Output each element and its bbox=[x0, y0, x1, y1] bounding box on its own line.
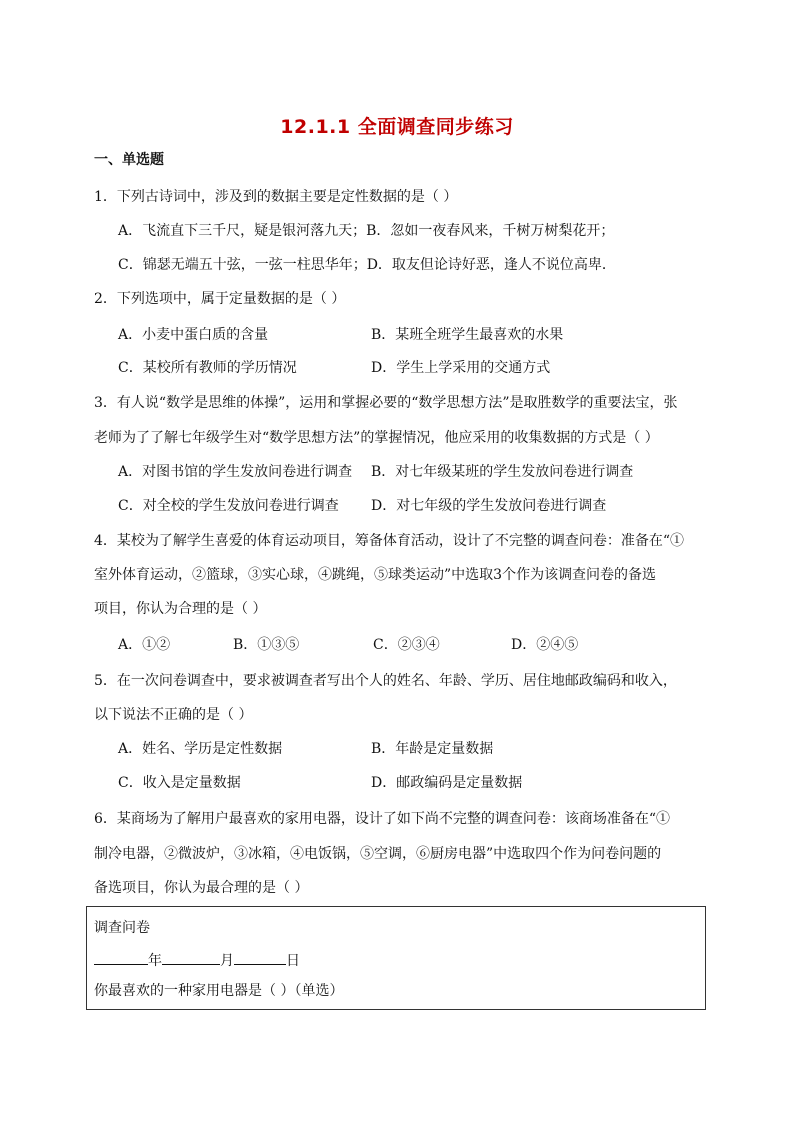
question-3-option-c: C．对全校的学生发放问卷进行调查 bbox=[118, 498, 339, 514]
survey-question: 你最喜欢的一种家用电器是（ ）（单选） bbox=[94, 983, 344, 999]
question-3-stem-line1: 3．有人说“数学是思维的体操”，运用和掌握必要的“数学思想方法”是取胜数学的重要法宝，张 bbox=[94, 395, 678, 411]
day-label: 日 bbox=[286, 953, 300, 969]
question-2-option-c: C．某校所有教师的学历情况 bbox=[118, 360, 297, 376]
question-4-option-a: A．①② bbox=[118, 637, 171, 653]
question-6-stem-line2: 制冷电器，②微波炉，③冰箱，④电饭锅，⑤空调，⑥厨房电器”中选取四个作为问卷问题的 bbox=[94, 846, 662, 862]
question-1-stem: 1．下列古诗词中，涉及到的数据主要是定性数据的是（ ） bbox=[94, 189, 458, 205]
question-6-stem-line1: 6．某商场为了解用户最喜欢的家用电器，设计了如下尚不完整的调查问卷：该商场准备在“① bbox=[94, 811, 671, 827]
question-3-stem-line2: 老师为了了解七年级学生对“数学思想方法”的掌握情况，他应采用的收集数据的方式是（ ） bbox=[94, 430, 659, 446]
question-1-options-cd: C．锦瑟无端五十弦，一弦一柱思华年；D．取友但论诗好恶，逢人不说位高卑． bbox=[118, 257, 616, 273]
question-5-option-a: A．姓名、学历是定性数据 bbox=[118, 741, 283, 757]
question-5-option-d: D．邮政编码是定量数据 bbox=[371, 775, 523, 791]
question-4-stem-line2: 室外体育运动，②篮球，③实心球，④跳绳，⑤球类运动”中选取3个作为该调查问卷的备选 bbox=[94, 567, 657, 583]
question-3-option-a: A．对图书馆的学生发放问卷进行调查 bbox=[118, 464, 353, 480]
question-1-options-ab: A．飞流直下三千尺，疑是银河落九天；B．忽如一夜春风来，千树万树梨花开； bbox=[118, 223, 615, 239]
question-4-stem-line3: 项目，你认为合理的是（ ） bbox=[94, 601, 267, 617]
year-blank[interactable] bbox=[94, 950, 148, 965]
question-2-option-d: D．学生上学采用的交通方式 bbox=[371, 360, 551, 376]
question-4-option-d: D．②④⑤ bbox=[511, 637, 579, 653]
question-4-option-b: B．①③⑤ bbox=[233, 637, 300, 653]
section-heading: 一、单选题 bbox=[94, 152, 164, 168]
question-5-option-c: C．收入是定量数据 bbox=[118, 775, 241, 791]
question-5-stem-line1: 5．在一次问卷调查中，要求被调查者写出个人的姓名、年龄、学历、居住地邮政编码和收入， bbox=[94, 673, 677, 689]
question-6-stem-line3: 备选项目，你认为最合理的是（ ） bbox=[94, 880, 309, 896]
question-3-option-d: D．对七年级的学生发放问卷进行调查 bbox=[371, 498, 607, 514]
day-blank[interactable] bbox=[234, 950, 286, 965]
question-2-option-a: A．小麦中蛋白质的含量 bbox=[118, 327, 269, 343]
question-4-option-c: C．②③④ bbox=[373, 637, 440, 653]
page-title: 12.1.1 全面调查同步练习 bbox=[280, 116, 514, 138]
question-3-option-b: B．对七年级某班的学生发放问卷进行调查 bbox=[371, 464, 634, 480]
survey-date-row bbox=[94, 950, 300, 970]
month-label: 月 bbox=[220, 953, 234, 969]
month-blank[interactable] bbox=[162, 950, 220, 965]
question-5-option-b: B．年龄是定量数据 bbox=[371, 741, 494, 757]
question-5-stem-line2: 以下说法不正确的是（ ） bbox=[94, 707, 253, 723]
question-2-stem: 2．下列选项中，属于定量数据的是（ ） bbox=[94, 291, 346, 307]
question-4-stem-line1: 4．某校为了解学生喜爱的体育运动项目，筹备体育活动，设计了不完整的调查问卷：准备在“① bbox=[94, 533, 685, 549]
survey-heading: 调查问卷 bbox=[94, 920, 150, 936]
question-2-option-b: B．某班全班学生最喜欢的水果 bbox=[371, 327, 564, 343]
year-label: 年 bbox=[148, 953, 162, 969]
